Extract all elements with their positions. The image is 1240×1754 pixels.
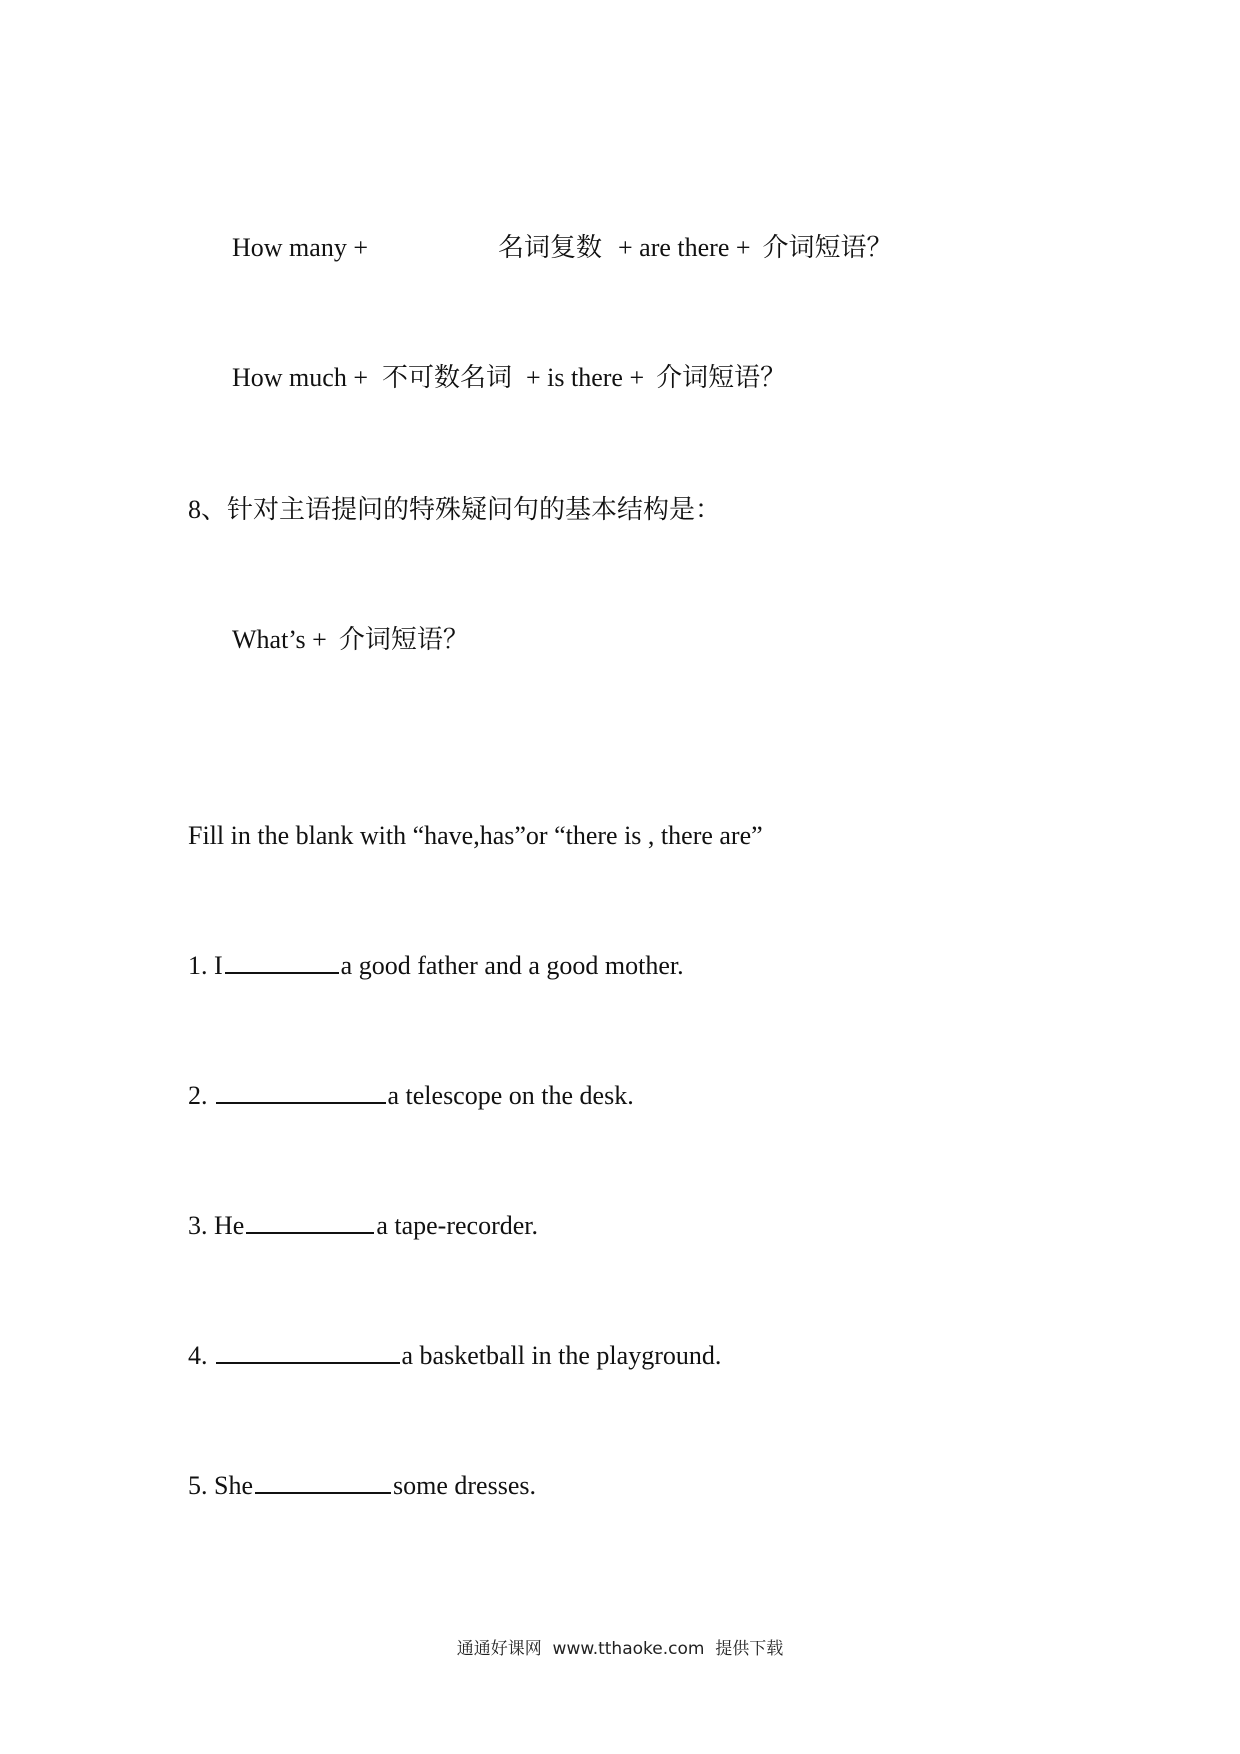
formula-how-many-phrase: 介词短语？ (762, 233, 893, 262)
exercise-item-suffix: a telescope on the desk. (387, 1081, 634, 1110)
exercise-item-5 (188, 1466, 536, 1506)
section-8-heading-text: 8、针对主语提问的特殊疑问句的基本结构是： (188, 495, 722, 524)
formula-how-many-noun: 名词复数 (497, 233, 602, 262)
exercise-item-suffix: a basketball in the playground. (401, 1341, 722, 1370)
exercise-item-4 (188, 1336, 721, 1376)
exercise-item-prefix: 1. I (188, 951, 223, 980)
exercise-item-suffix: a tape-recorder. (376, 1211, 538, 1240)
formula-whats-lead: What’s + (232, 625, 327, 654)
exercise-item-3 (188, 1206, 538, 1246)
exercise-item-suffix: a good father and a good mother. (340, 951, 684, 980)
formula-whats (232, 620, 469, 660)
formula-how-many-verb: + are there + (618, 233, 751, 262)
answer-blank[interactable] (255, 1466, 391, 1494)
section-8-heading (188, 490, 721, 530)
formula-how-much (232, 358, 786, 398)
answer-blank[interactable] (246, 1206, 374, 1234)
footer-text: 通通好课网 www.tthaoke.com 提供下载 (456, 1639, 784, 1659)
exercise-item-prefix: 3. He (188, 1211, 245, 1240)
exercise-item-prefix: 5. She (188, 1471, 253, 1500)
formula-how-much-verb: + is there + (526, 363, 645, 392)
answer-blank[interactable] (216, 1336, 400, 1364)
page-footer (0, 1634, 1240, 1659)
exercise-instruction (188, 816, 763, 856)
answer-blank[interactable] (225, 946, 339, 974)
formula-how-much-phrase: 介词短语？ (656, 363, 787, 392)
formula-how-many (232, 228, 893, 268)
answer-blank[interactable] (216, 1076, 386, 1104)
exercise-item-1 (188, 946, 684, 986)
formula-whats-phrase: 介词短语？ (338, 625, 469, 654)
exercise-instruction-text: Fill in the blank with “have,has”or “there is , there are” (188, 821, 763, 850)
formula-how-much-noun: 不可数名词 (381, 363, 512, 392)
exercise-item-suffix: some dresses. (393, 1471, 536, 1500)
formula-how-much-lead: How much + (232, 363, 368, 392)
formula-how-many-lead: How many + (232, 233, 368, 262)
exercise-item-prefix: 4. (188, 1341, 208, 1370)
exercise-item-prefix: 2. (188, 1081, 208, 1110)
exercise-item-2 (188, 1076, 634, 1116)
